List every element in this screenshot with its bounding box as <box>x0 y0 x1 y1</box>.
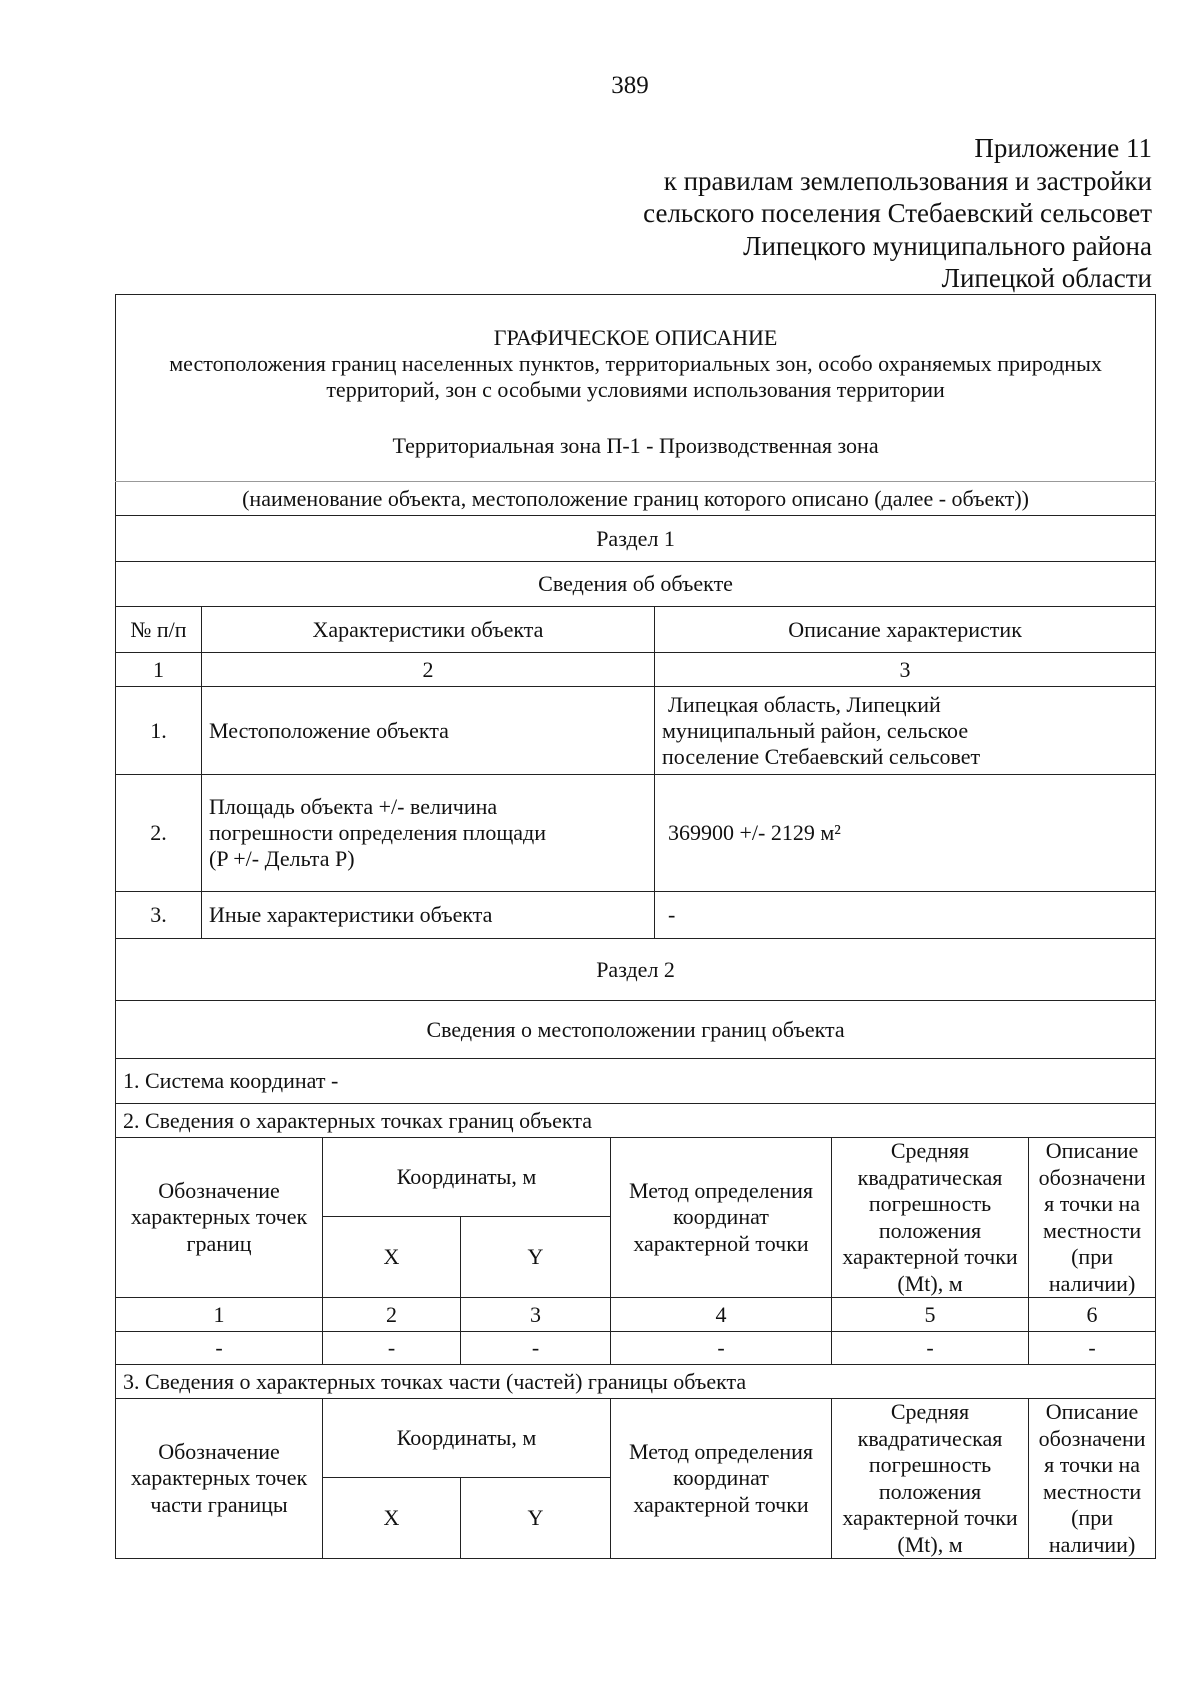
description-line: 369900 +/- 2129 м² <box>668 820 841 845</box>
table-cell: - <box>1029 1332 1156 1365</box>
column-number: 5 <box>832 1298 1029 1332</box>
x-header: X <box>323 1477 461 1558</box>
point-description-header <box>1029 1399 1156 1559</box>
table-cell: - <box>611 1332 832 1365</box>
appendix-line: Липецкого муниципального района <box>743 230 1152 261</box>
point-description-line: я точки на <box>1044 1191 1141 1216</box>
characteristic-line: (P +/- Дельта P) <box>209 846 355 871</box>
point-description-line: наличии) <box>1048 1270 1136 1296</box>
table-cell: - <box>832 1332 1029 1365</box>
designation-line: Обозначение <box>158 1438 280 1464</box>
column-number: 6 <box>1029 1298 1156 1332</box>
error-line: характерной точки <box>842 1244 1018 1269</box>
document-subtitle: территорий, зон с особыми условиями использования территории <box>326 377 945 402</box>
appendix-line: к правилам землепользования и застройки <box>663 165 1152 196</box>
point-description-line: местности <box>1043 1217 1142 1243</box>
section1-subtitle: Сведения об объекте <box>116 562 1156 607</box>
table-cell: - <box>461 1332 611 1365</box>
method-line: характерной точки <box>633 1230 809 1256</box>
characteristic-line: Местоположение объекта <box>209 717 449 743</box>
document-title: ГРАФИЧЕСКОЕ ОПИСАНИЕ <box>493 325 778 350</box>
characteristic-cell <box>202 687 655 775</box>
point-description-line: Описание <box>1045 1399 1139 1424</box>
appendix-heading <box>352 132 1152 295</box>
designation-line: характерных точек <box>130 1204 308 1230</box>
x-header: X <box>323 1216 461 1297</box>
point-description-header <box>1029 1138 1156 1298</box>
designation-line: характерных точек <box>130 1465 308 1491</box>
error-line: квадратическая <box>857 1164 1003 1190</box>
description-cell <box>655 775 1156 892</box>
characteristic-line: Иные характеристики объекта <box>209 902 493 927</box>
coordinates-header: Координаты, м <box>323 1399 611 1478</box>
error-line: погрешность <box>868 1452 992 1477</box>
error-line: Средняя <box>890 1399 970 1424</box>
page-number: 389 <box>611 72 649 99</box>
row-number: 1. <box>116 687 202 775</box>
point-description-line: наличии) <box>1048 1531 1136 1557</box>
column-header: Описание характеристик <box>655 607 1156 653</box>
column-number: 3 <box>655 653 1156 687</box>
method-line: координат <box>673 1465 769 1491</box>
zone-note: (наименование объекта, местоположение границ которого описано (далее - объект)) <box>116 482 1156 516</box>
error-header <box>832 1399 1029 1559</box>
description-cell <box>655 892 1156 939</box>
column-number: 1 <box>116 1298 323 1332</box>
error-line: (Mt), м <box>897 1531 963 1557</box>
description-line: - <box>668 902 676 927</box>
description-line: муниципальный район, сельское <box>662 717 969 743</box>
section2-subtitle: Сведения о местоположении границ объекта <box>116 1001 1156 1059</box>
characteristic-line: Площадь объекта +/- величина <box>209 794 498 819</box>
point-description-line: (при <box>1071 1505 1113 1530</box>
parts-section-title: 3. Сведения о характерных точках части (частей) границы объекта <box>116 1365 1156 1399</box>
error-line: погрешность <box>868 1191 992 1216</box>
column-number: 3 <box>461 1298 611 1332</box>
zone-name: Территориальная зона П-1 - Производственная зона <box>392 433 879 458</box>
section1-title: Раздел 1 <box>116 516 1156 562</box>
designation-line: Обозначение <box>158 1177 280 1203</box>
error-header <box>832 1138 1029 1298</box>
point-description-line: местности <box>1043 1478 1142 1504</box>
method-header <box>611 1399 832 1559</box>
table-cell: - <box>116 1332 323 1365</box>
point-description-line: обозначени <box>1038 1164 1146 1190</box>
coordinate-system: 1. Система координат - <box>116 1059 1156 1104</box>
column-header: Характеристики объекта <box>202 607 655 653</box>
error-line: положения <box>878 1217 982 1243</box>
description-line: поселение Стебаевский сельсовет <box>662 743 981 769</box>
point-description-line: Описание <box>1045 1138 1139 1163</box>
error-line: характерной точки <box>842 1505 1018 1530</box>
points-section-title: 2. Сведения о характерных точках границ объекта <box>116 1104 1156 1138</box>
graphic-description-table <box>115 294 1156 1559</box>
error-line: положения <box>878 1478 982 1504</box>
appendix-line: Приложение 11 <box>974 133 1152 163</box>
method-line: Метод определения <box>628 1177 814 1203</box>
table-cell: - <box>323 1332 461 1365</box>
document-title-block <box>116 295 1156 482</box>
row-number: 2. <box>116 775 202 892</box>
designation-line: части границы <box>150 1491 288 1517</box>
document-subtitle: местоположения границ населенных пунктов, территориальных зон, особо охраняемых природных <box>169 351 1102 376</box>
column-number: 1 <box>116 653 202 687</box>
column-number: 4 <box>611 1298 832 1332</box>
column-header: № п/п <box>116 607 202 653</box>
point-description-line: (при <box>1071 1244 1113 1269</box>
column-number: 2 <box>202 653 655 687</box>
y-header: Y <box>461 1477 611 1558</box>
method-line: Метод определения <box>628 1438 814 1464</box>
characteristic-cell <box>202 775 655 892</box>
error-line: (Mt), м <box>897 1270 963 1296</box>
method-header <box>611 1138 832 1298</box>
section2-title: Раздел 2 <box>116 939 1156 1001</box>
appendix-line: сельского поселения Стебаевский сельсовет <box>643 198 1152 228</box>
method-line: координат <box>673 1204 769 1230</box>
column-number: 2 <box>323 1298 461 1332</box>
characteristic-line: погрешности определения площади <box>209 820 547 845</box>
row-number: 3. <box>116 892 202 939</box>
description-line: Липецкая область, Липецкий <box>668 691 941 717</box>
designation-line: границ <box>186 1230 252 1256</box>
point-description-line: обозначени <box>1038 1425 1146 1451</box>
description-cell <box>655 687 1156 775</box>
y-header: Y <box>461 1216 611 1297</box>
error-line: Средняя <box>890 1138 970 1163</box>
characteristic-cell <box>202 892 655 939</box>
designation-header <box>116 1138 323 1298</box>
method-line: характерной точки <box>633 1491 809 1517</box>
error-line: квадратическая <box>857 1425 1003 1451</box>
point-description-line: я точки на <box>1044 1452 1141 1477</box>
appendix-line: Липецкой области <box>941 263 1152 293</box>
designation-parts-header <box>116 1399 323 1559</box>
coordinates-header: Координаты, м <box>323 1138 611 1217</box>
